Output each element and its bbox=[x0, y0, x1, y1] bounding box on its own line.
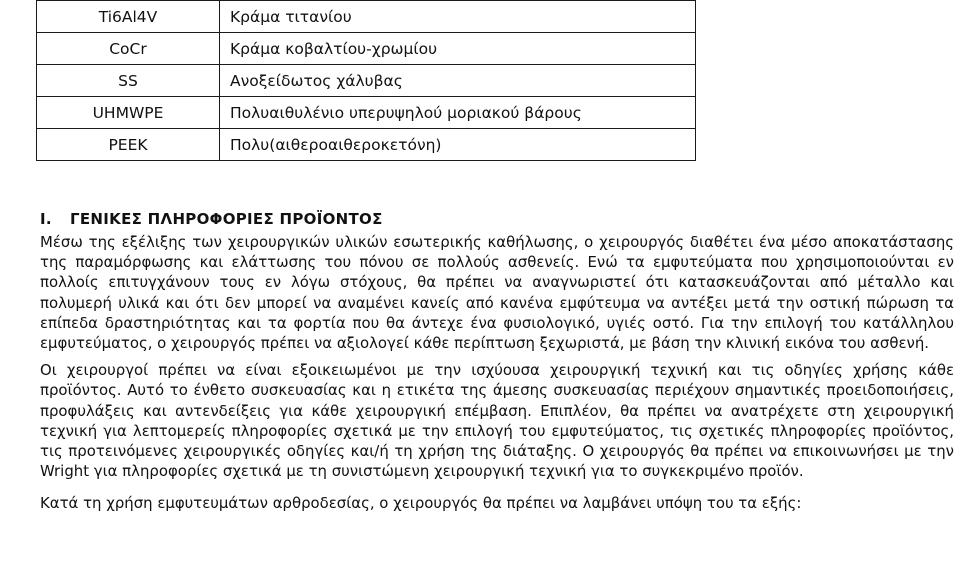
meaning-cell: Πολυαιθυλένιο υπερυψηλού μοριακού βάρους bbox=[220, 97, 696, 129]
paragraph: Οι χειρουργοί πρέπει να είναι εξοικειωμένοι με την ισχύουσα χειρουργική τεχνική και τις οδηγίες χρήσης κάθε προϊόντος. Αυτό το ένθετο συσκευασίας και η ετικέτα της άμεσης συσκευασίας περιέχουν σημαντικές προειδοποιήσεις, προφυλάξεις και αντενδείξεις για κάθε χειρουργική επέμβαση. Επιπλέον, θα πρέπει να ανατρέχετε στη χειρουργική τεχνική για λεπτομερείς πληροφορίες σχετικά με την επιλογή του εμφυτεύματος, τις σχετικές πληροφορίες προϊόντος, τις προτεινόμενες χειρουργικές οδηγίες και/ή τη χρήση της διάταξης. Ο χειρουργός θα πρέπει να επικοινωνήσει με την Wright για πληροφορίες σχετικά με τη συνιστώμενη χειρουργική τεχνική για το συγκεκριμένο προϊόν. bbox=[40, 361, 954, 481]
meaning-cell: Κράμα τιτανίου bbox=[220, 1, 696, 33]
abbreviations-table bbox=[36, 0, 696, 161]
paragraph: Μέσω της εξέλιξης των χειρουργικών υλικών εσωτερικής καθήλωσης, ο χειρουργός διαθέτει ένα μέσο αποκατάστασης της παραμόρφωσης και ελάττωσης του πόνου σε πολλούς ασθενείς. Ενώ τα εμφυτεύματα που χρησιμοποιούνται εν πολλοίς επιτυγχάνουν τους εν λόγω στόχους, θα πρέπει να αναγνωριστεί ότι κατασκευάζονται από μέταλλο και πολυμερή υλικά και ότι δεν μπορεί να αναμένει κανείς από κανένα εμφύτευμα να αντέξει μετά την οστική πώρωση τα επίπεδα δραστηριότητας και τα φορτία που θα άντεχε ένα φυσιολογικό, υγιές οστό. Για την επιλογή του κατάλληλου εμφυτεύματος, ο χειρουργός πρέπει να αξιολογεί κάθε περίπτωση ξεχωριστά, με βάση την κλινική εικόνα του ασθενή. bbox=[40, 233, 954, 353]
meaning-cell: Ανοξείδωτος χάλυβας bbox=[220, 65, 696, 97]
abbreviation-cell: UHMWPE bbox=[37, 97, 220, 129]
table-row bbox=[37, 129, 696, 161]
table-row bbox=[37, 1, 696, 33]
table-row bbox=[37, 33, 696, 65]
table-row bbox=[37, 65, 696, 97]
section-number: I. bbox=[40, 210, 52, 228]
general-info-section bbox=[40, 206, 954, 514]
abbreviation-cell: PEEK bbox=[37, 129, 220, 161]
abbreviation-cell: CoCr bbox=[37, 33, 220, 65]
meaning-cell: Πολυ(αιθεροαιθεροκετόνη) bbox=[220, 129, 696, 161]
abbreviation-cell: SS bbox=[37, 65, 220, 97]
abbreviation-cell: Ti6Al4V bbox=[37, 1, 220, 33]
section-title: ΓΕΝΙΚΕΣ ΠΛΗΡΟΦΟΡΙΕΣ ΠΡΟΪΟΝΤΟΣ bbox=[70, 210, 383, 228]
section-heading bbox=[40, 206, 954, 232]
meaning-cell: Κράμα κοβαλτίου-χρωμίου bbox=[220, 33, 696, 65]
table-row bbox=[37, 97, 696, 129]
paragraph: Κατά τη χρήση εμφυτευμάτων αρθροδεσίας, ο χειρουργός θα πρέπει να λαμβάνει υπόψη του τα εξής: bbox=[40, 494, 802, 513]
